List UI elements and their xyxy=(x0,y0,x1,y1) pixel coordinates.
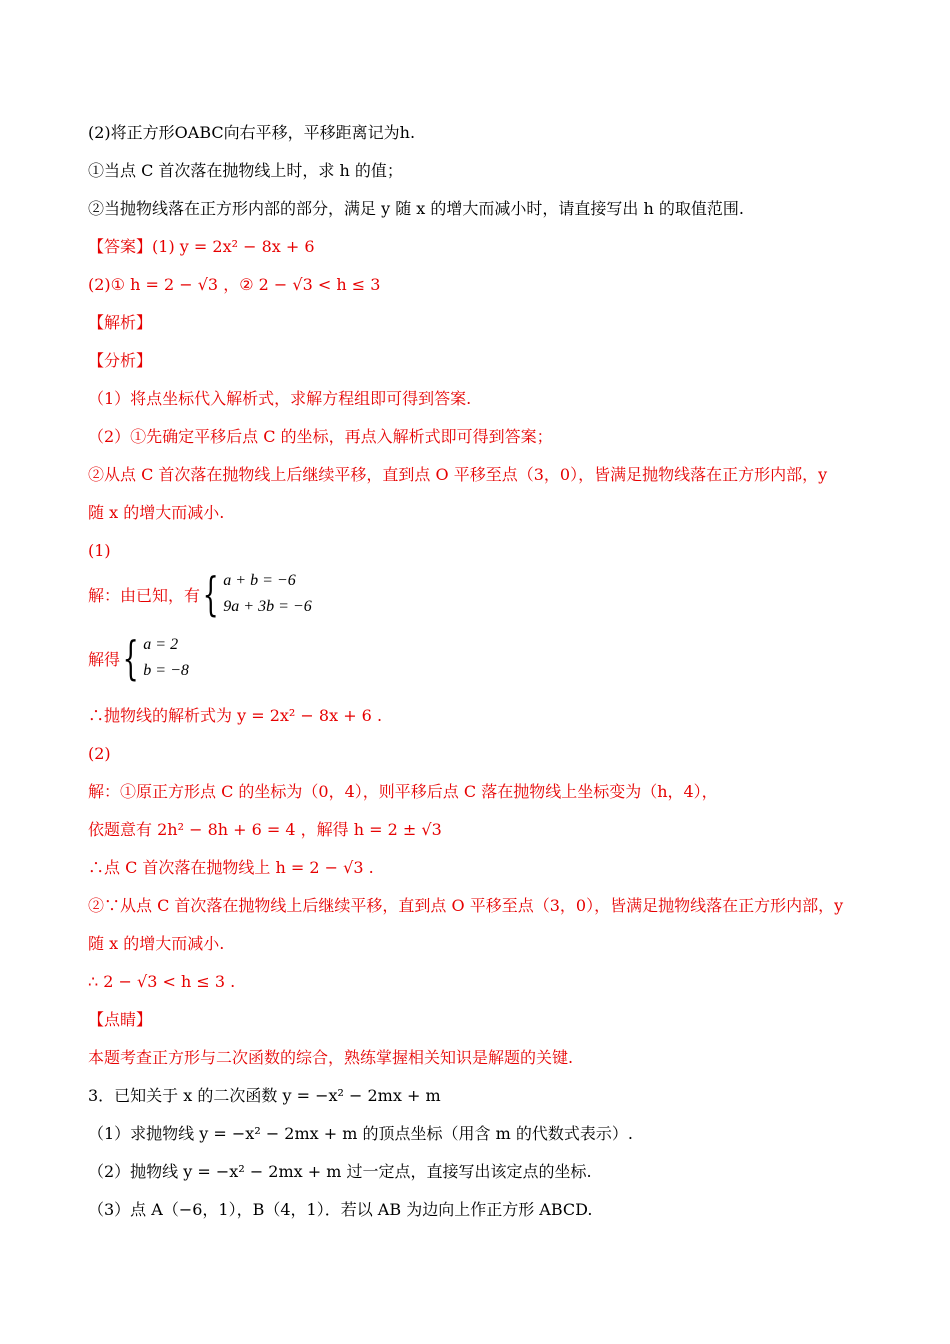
system-1-eq-1: a + b = −6 xyxy=(223,572,296,589)
analysis-step-2: （2）①先确定平移后点 C 的坐标，再点入解析式即可得到答案； xyxy=(88,427,553,446)
question-part-2-1: ①当点 C 首次落在抛物线上时，求 h 的值； xyxy=(88,161,403,180)
comment-text: 本题考查正方形与二次函数的综合，熟练掌握相关知识是解题的关键. xyxy=(88,1048,574,1067)
system-2-eq-1: a = 2 xyxy=(143,636,179,653)
system-2-eq-2: b = −8 xyxy=(143,662,189,679)
system-1-eq-2: 9a + 3b = −6 xyxy=(223,598,312,615)
question-part-2-2: ②当抛物线落在正方形内部的部分，满足 y 随 x 的增大而减小时，请直接写出 h 的取值范围. xyxy=(88,199,744,218)
solution-2-step-4: ②∵从点 C 首次落在抛物线上后继续平移，直到点 O 平移至点（3，0），皆满足抛物线落在正方形内部，y xyxy=(88,896,844,915)
brace-icon: { xyxy=(122,631,139,685)
answer-part-2: (2)① h = 2 − √3 ，② 2 − √3 < h ≤ 3 xyxy=(88,275,381,294)
parabola-expression-conclusion: ∴抛物线的解析式为 y = 2x² − 8x + 6 . xyxy=(88,706,383,725)
solution-2-step-4-cont: 随 x 的增大而减小. xyxy=(88,934,225,953)
question-3-part-2: （2）抛物线 y = −x² − 2mx + m 过一定点，直接写出该定点的坐标. xyxy=(88,1162,592,1181)
analysis-step-1: （1）将点坐标代入解析式，求解方程组即可得到答案. xyxy=(88,389,472,408)
question-part-2: (2)将正方形OABC向右平移，平移距离记为h. xyxy=(88,123,416,142)
solution-2-conclusion: ∴ 2 − √3 < h ≤ 3 . xyxy=(88,972,236,991)
question-3-part-3: （3）点 A（−6，1），B（4，1）．若以 AB 为边向上作正方形 ABCD. xyxy=(88,1200,593,1219)
analysis-tag: 【解析】 xyxy=(88,313,153,332)
answer-tag: 【答案】 xyxy=(88,237,153,256)
analysis-step-3-cont: 随 x 的增大而减小. xyxy=(88,503,225,522)
question-3-stem: 3．已知关于 x 的二次函数 y = −x² − 2mx + m xyxy=(88,1086,441,1105)
brace-icon: { xyxy=(202,567,219,621)
solution-2-step-2: 依题意有 2h² − 8h + 6 = 4 ，解得 h = 2 ± √3 xyxy=(88,820,442,839)
analysis-step-3: ②从点 C 首次落在抛物线上后继续平移，直到点 O 平移至点（3，0），皆满足抛物线落在正方形内部，y xyxy=(88,465,828,484)
solution-1-prefix: 解：由已知，有 xyxy=(88,585,201,605)
solution-2-step-3: ∴点 C 首次落在抛物线上 h = 2 − √3 . xyxy=(88,858,374,877)
solution-part-1-label: (1) xyxy=(88,541,111,560)
answer-line xyxy=(88,236,315,258)
comment-tag: 【点睛】 xyxy=(88,1010,153,1029)
analysis-heading: 【分析】 xyxy=(88,351,153,370)
solution-2-step-1: 解：①原正方形点 C 的坐标为（0，4），则平移后点 C 落在抛物线上坐标变为（h，4）， xyxy=(88,782,718,801)
solution-2-prefix: 解得 xyxy=(88,649,121,669)
answer-part-1: (1) y = 2x² − 8x + 6 xyxy=(152,237,315,256)
solution-part-2-label: (2) xyxy=(88,744,111,763)
equation-system-2 xyxy=(88,632,189,684)
question-3-part-1: （1）求抛物线 y = −x² − 2mx + m 的顶点坐标（用含 m 的代数式表示）. xyxy=(88,1124,633,1143)
equation-system-1 xyxy=(88,568,312,620)
